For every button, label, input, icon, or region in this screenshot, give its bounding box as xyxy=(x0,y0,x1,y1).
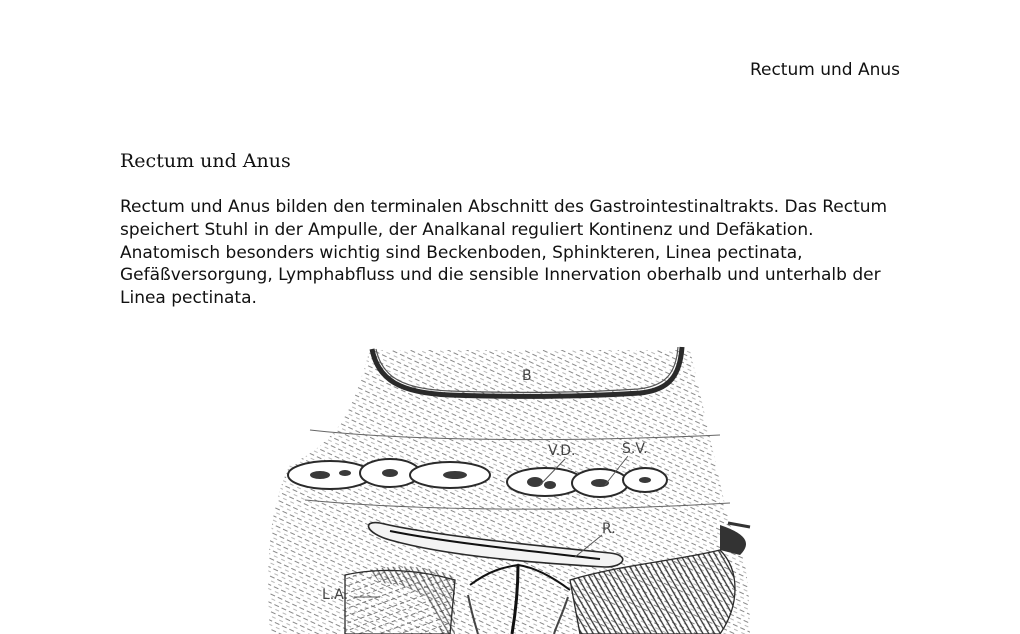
label-r: R. xyxy=(602,521,616,537)
label-sv: S.V. xyxy=(622,441,648,457)
label-b: B xyxy=(522,368,532,384)
intro-paragraph: Rectum und Anus bilden den terminalen Abschnitt des Gastrointestinaltrakts. Das Rectum speichert Stuhl in der Ampulle, der Analkanal reguliert Kontinenz und Defäkation. Anatomisch besonders wichtig sind Beckenboden, Sphinkteren, Linea pectinata, Gefäßversorgung, Lymphabfluss und die sensible Innervation oberhalb und unterhalb der Linea pectinata. xyxy=(120,197,888,309)
anatomy-drawing xyxy=(250,335,770,634)
anatomical-illustration xyxy=(250,335,770,634)
section-title: Rectum und Anus xyxy=(120,150,291,172)
label-la: L.A. xyxy=(322,587,349,603)
label-vd: V.D. xyxy=(548,443,576,459)
running-header: Rectum und Anus xyxy=(749,60,900,80)
